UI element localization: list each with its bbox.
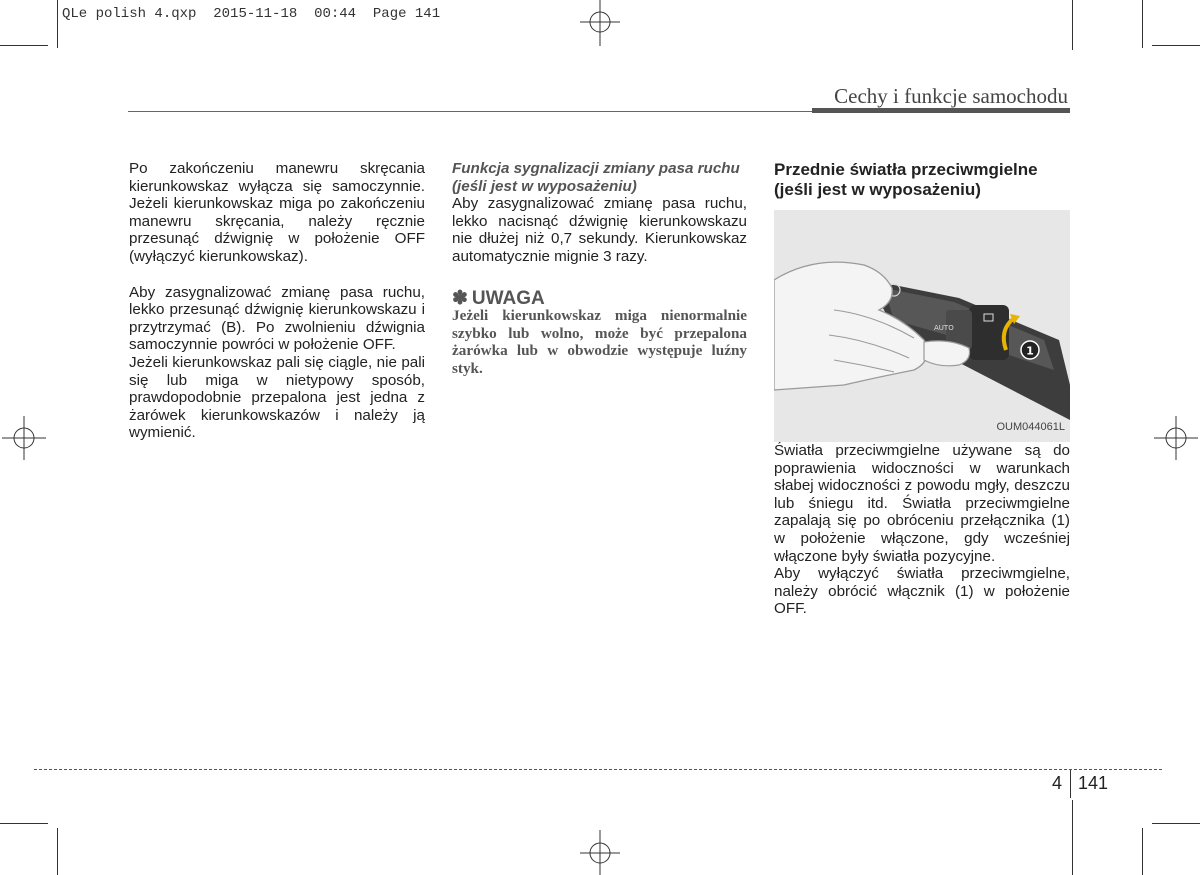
asterisk-icon: ✽ — [452, 287, 468, 309]
svg-text:AUTO: AUTO — [934, 324, 954, 332]
footer-dashed-rule — [34, 769, 1162, 770]
print-slug — [62, 6, 440, 22]
paragraph-bulb-fault: Jeżeli kierunkowskaz pali się ciągle, nie pali się lub miga w nietypowy sposób, prawdopodobnie przepalona jest jedna z żarówek kierunkowskazów i należy ją wymienić. — [129, 353, 425, 442]
crop-mark-top-left-v — [57, 0, 58, 48]
paragraph-lane-change-function: Aby zasygnalizować zmianę pasa ruchu, lekko nacisnąć dźwignię kierunkowskazu nie dłużej niż 0,7 sekundy. Kierunkowskaz automatycznie mignie 3 razy. — [452, 195, 747, 265]
figure-code: OUM044061L — [996, 421, 1065, 434]
registration-mark-top — [576, 0, 624, 48]
callout-number: 1 — [1026, 344, 1034, 358]
footer-separator — [1070, 770, 1071, 798]
slug-date: 2015-11-18 — [213, 6, 298, 22]
registration-mark-left — [0, 414, 48, 462]
crop-mark-top-left-h — [0, 45, 48, 46]
paragraph-lane-change: Aby zasygnalizować zmianę pasa ruchu, lekko przesunąć dźwignię kierunkowskazu i przytrzymać (B). Po zwolnieniu dźwignia samoczynnie powróci w położenie OFF. — [129, 283, 425, 354]
crop-mark-top-right-v — [1142, 0, 1143, 48]
chapter-number: 4 — [1052, 773, 1063, 793]
hand-on-lever-drawing — [774, 210, 1070, 442]
paragraph-fog-lights-off: Aby wyłączyć światła przeciwmgielne, należy obrócić włącznik (1) w położenie OFF. — [774, 565, 1070, 618]
section-title: Cechy i funkcje samochodu — [834, 84, 1068, 108]
crop-mark-bottom-left-h — [0, 823, 48, 824]
slug-file: QLe polish 4.qxp — [62, 6, 197, 22]
paragraph-fog-lights-usage: Światła przeciwmgielne używane są do poprawienia widoczności w warunkach słabej widoczności z powodu mgły, deszczu lub śniegu itd. Światła przeciwmgielne zapalają się po obróceniu przełącznika (1) w położenie włączone, gdy wcześniej włączone były światła pozycyjne. — [774, 442, 1070, 565]
crop-mark-bottom-right-h — [1152, 823, 1200, 824]
note-heading — [452, 287, 747, 309]
page-number: 141 — [1078, 773, 1109, 793]
slug-page: Page 141 — [372, 6, 441, 22]
crop-mark-top-right-h — [1152, 45, 1200, 46]
fog-light-switch-illustration — [774, 210, 1070, 442]
registration-mark-bottom — [576, 828, 624, 875]
fog-lights-heading: Przednie światła przeciwmgielne (jeśli jest w wyposażeniu) — [774, 160, 1038, 199]
note-title: UWAGA — [471, 287, 545, 309]
slug-time: 00:44 — [314, 6, 357, 22]
registration-mark-right — [1152, 414, 1200, 462]
crop-mark-bottom-inner — [1072, 800, 1073, 875]
lane-change-function-subheading: Funkcja sygnalizacji zmiany pasa ruchu (jeśli jest w wyposażeniu) — [452, 160, 740, 195]
column-middle — [452, 160, 747, 378]
crop-mark-bottom-left-v — [57, 828, 58, 875]
crop-mark-bottom-right-v — [1142, 828, 1143, 875]
paragraph-turn-signal-off: Po zakończeniu manewru skręcania kierunkowskaz wyłącza się samoczynnie. Jeżeli kierunkowskaz miga po zakończeniu manewru skręcania, należy ręcznie przesunąć dźwignię w położenie OFF (wyłączyć kierunkowskaz). — [129, 160, 425, 265]
crop-mark-top-inner — [1072, 0, 1073, 50]
header-rule — [128, 111, 812, 112]
column-right — [774, 160, 1070, 618]
header-rule-accent — [812, 108, 1070, 113]
note-body: Jeżeli kierunkowskaz miga nienormalnie szybko lub wolno, może być przepalona żarówka lub w obwodzie występuje luźny styk. — [452, 307, 747, 377]
column-left — [129, 160, 425, 442]
